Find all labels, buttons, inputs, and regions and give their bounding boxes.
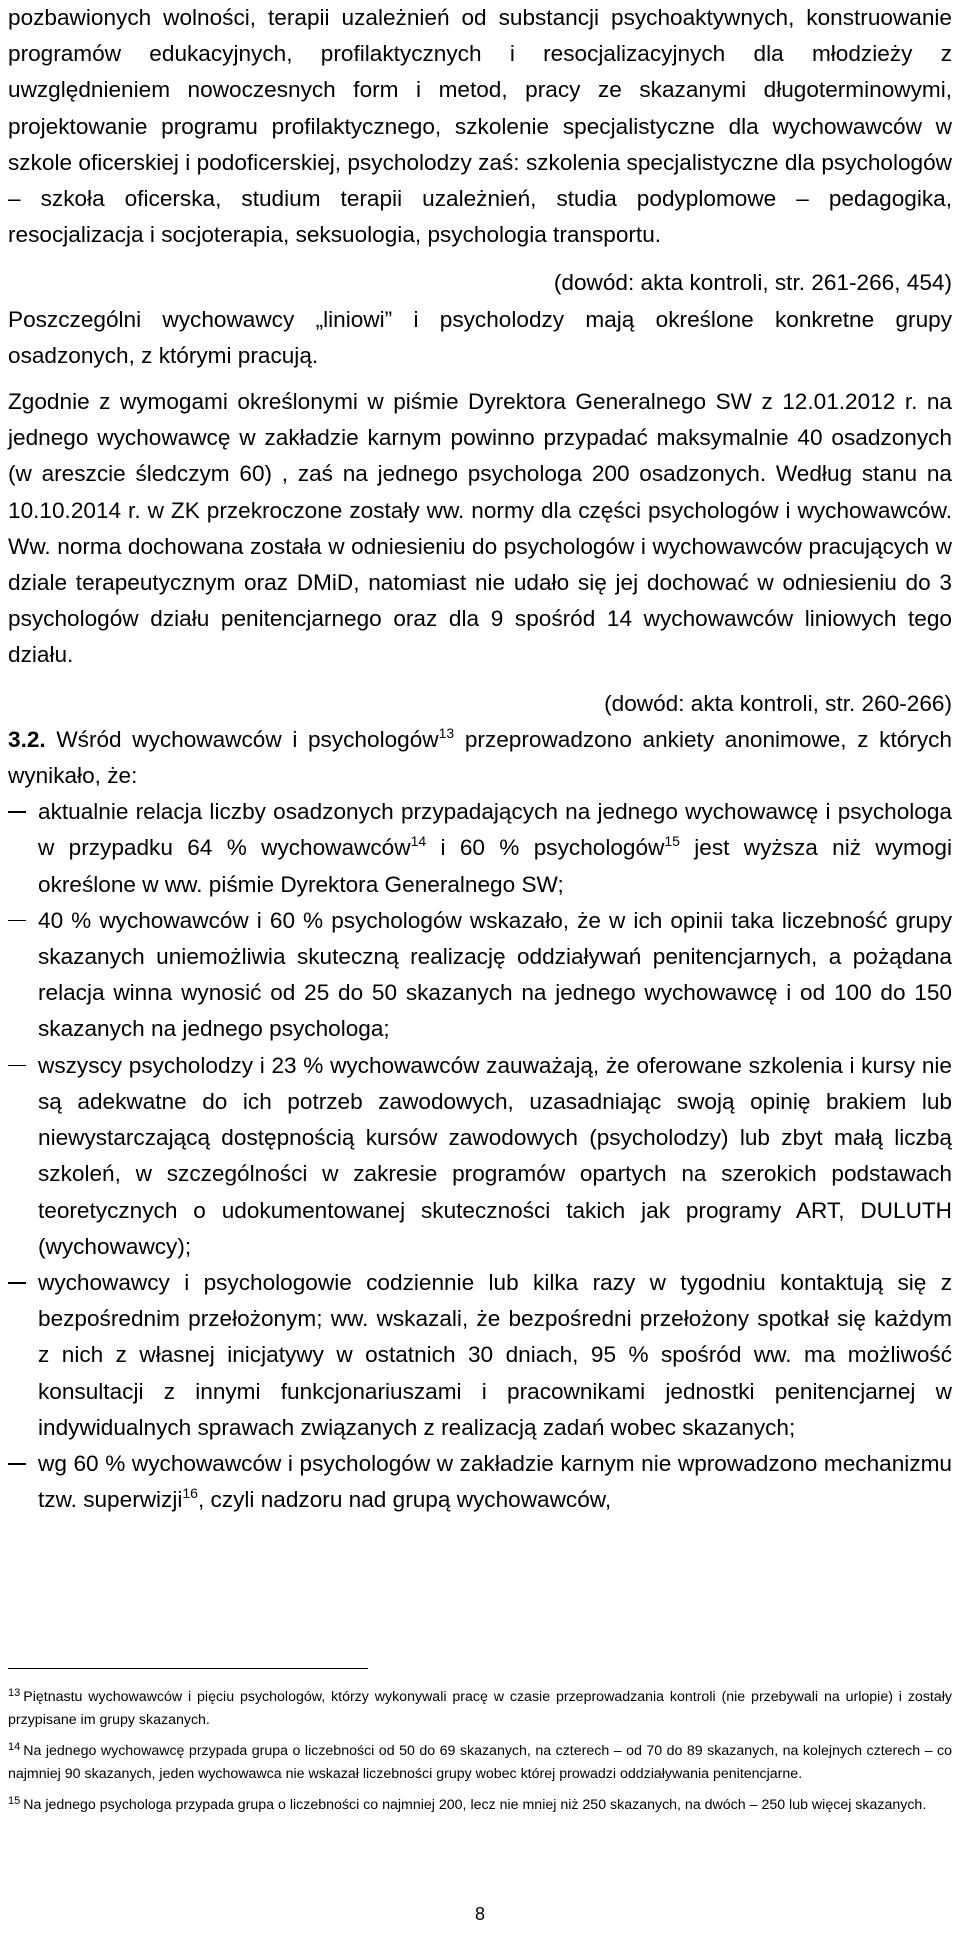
paragraph-continuation: pozbawionych wolności, terapii uzależnień od substancji psychoaktywnych, konstruowanie programów edukacyjnych, profilaktycznych i resocjalizacyjnych dla młodzieży z uwzględnieniem nowoczesnych form i metod, pracy ze skazanymi długoterminowymi, projektowanie programu profilaktycznego, szkolenie specjalistyczne dla wychowawców w szkole oficerskiej i podoficerskiej, psycholodzy zaś: szkolenia specjalistyczne dla psychologów – szkoła oficerska, studium terapii uzależnień, studia podyplomowe – pedagogika, resocjalizacja i socjoterapia, seksuologia, psychologia transportu. bbox=[8, 5, 952, 248]
dash-bullet bbox=[8, 1282, 26, 1284]
footnote-ref: 13 bbox=[438, 724, 455, 741]
survey-findings-list bbox=[8, 794, 952, 1518]
footnote-ref: 16 bbox=[182, 1485, 198, 1502]
dash-bullet bbox=[8, 920, 26, 922]
evidence-citation: (dowód: akta kontroli, str. 261-266, 454) bbox=[553, 270, 952, 296]
footnotes bbox=[8, 1686, 952, 1826]
footnote-number: 15 bbox=[8, 1795, 21, 1807]
list-item: aktualnie relacja liczby osadzonych przypadających na jednego wychowawcę i psychologa w przypadku 64 % wychowawców$^{14}$ i 60 % psychologów$^{15}$ jest wyższa niż wymogi określone w ww. piśmie Dyrektora Generalnego SW; bbox=[8, 794, 952, 903]
footnote: $^{14}$ Na jednego wychowawcę przypada grupa o liczebności od 50 do 69 skazanych, na czterech – od 70 do 89 skazanych, na kolejnych czterech – co najmniej 90 skazanych, jeden wychowawca nie wskazał liczebności grupy wobec której prowadzi oddziaływania penitencjarne. bbox=[8, 1741, 952, 1782]
footnote-ref: 15 bbox=[664, 833, 680, 850]
dash-bullet bbox=[8, 1463, 26, 1465]
section-number: 3.2. bbox=[8, 726, 46, 752]
list-item: wszyscy psycholodzy i 23 % wychowawców zauważają, że oferowane szkolenia i kursy nie są adekwatne do ich potrzeb zawodowych, uzasadniając swoją opinię brakiem lub niewystarczającą dostępnością kursów zawodowych (psycholodzy) lub zbyt małą liczbą szkoleń, w szczególności w zakresie programów opartych na szerokich podstawach teoretycznych o udokumentowanej skuteczności takich jak programy ART, DULUTH (wychowawcy); bbox=[8, 1048, 952, 1265]
footnote-separator bbox=[8, 1668, 368, 1669]
footnote-number: 14 bbox=[8, 1741, 21, 1753]
main-text bbox=[8, 0, 952, 1518]
evidence-citation: (dowód: akta kontroli, str. 260-266) bbox=[604, 690, 952, 716]
list-item: wg 60 % wychowawców i psychologów w zakładzie karnym nie wprowadzono mechanizmu tzw. superwizji$^{16}$, czyli nadzoru nad grupą wychowawców, bbox=[8, 1446, 952, 1518]
page-number: 8 bbox=[474, 1904, 485, 1924]
footnote-number: 13 bbox=[8, 1687, 21, 1699]
list-item: wychowawcy i psychologowie codziennie lub kilka razy w tygodniu kontaktują się z bezpośrednim przełożonym; ww. wskazali, że bezpośredni przełożony spotkał się każdym z nich z własnej inicjatywy w ostatnich 30 dniach, 95 % spośród ww. ma możliwość konsultacji z innymi funkcjonariuszami i pracownikami jednostki penitencjarnej w indywidualnych sprawach związanych z realizacją zadań wobec skazanych; bbox=[8, 1265, 952, 1446]
paragraph-survey-intro: 3.2. Wśród wychowawców i psychologów$^{13}$ przeprowadzono ankiety anonimowe, z których wynikało, że: bbox=[8, 724, 952, 789]
list-item: 40 % wychowawców i 60 % psychologów wskazało, że w ich opinii taka liczebność grupy skazanych uniemożliwia skuteczną realizację oddziaływań penitencjarnych, a pożądana relacja winna wynosić od 25 do 50 skazanych na jednego wychowawcę i od 100 do 150 skazanych na jednego psychologa; bbox=[8, 903, 952, 1048]
paragraph-groups: Poszczególni wychowawcy „liniowi” i psycholodzy mają określone konkretne grupy osadzonych, z którymi pracują. bbox=[8, 306, 952, 368]
footnote: $^{13}$ Piętnastu wychowawców i pięciu psychologów, którzy wykonywali pracę w czasie przeprowadzania kontroli (nie przebywali na urlopie) i zostały przypisane im grupy skazanych. bbox=[8, 1687, 952, 1728]
footnote-ref: 14 bbox=[410, 833, 427, 850]
footnote: $^{15}$ Na jednego psychologa przypada grupa o liczebności co najmniej 200, lecz nie mniej niż 250 skazanych, na dwóch – 250 lub więcej skazanych. bbox=[8, 1795, 927, 1813]
paragraph-norms: Zgodnie z wymogami określonymi w piśmie Dyrektora Generalnego SW z 12.01.2012 r. na jednego wychowawcę w zakładzie karnym powinno przypadać maksymalnie 40 osadzonych (w areszcie śledczym 60) , zaś na jednego psychologa 200 osadzonych. Według stanu na 10.10.2014 r. w ZK przekroczone zostały ww. normy dla części psychologów i wychowawców. Ww. norma dochowana została w odniesieniu do psychologów i wychowawców pracujących w dziale terapeutycznym oraz DMiD, natomiast nie udało się jej dochować w odniesieniu do 3 psychologów działu penitencjarnego oraz dla 9 spośród 14 wychowawców liniowych tego działu. bbox=[8, 389, 952, 668]
dash-bullet bbox=[8, 811, 26, 813]
dash-bullet bbox=[8, 1065, 26, 1067]
